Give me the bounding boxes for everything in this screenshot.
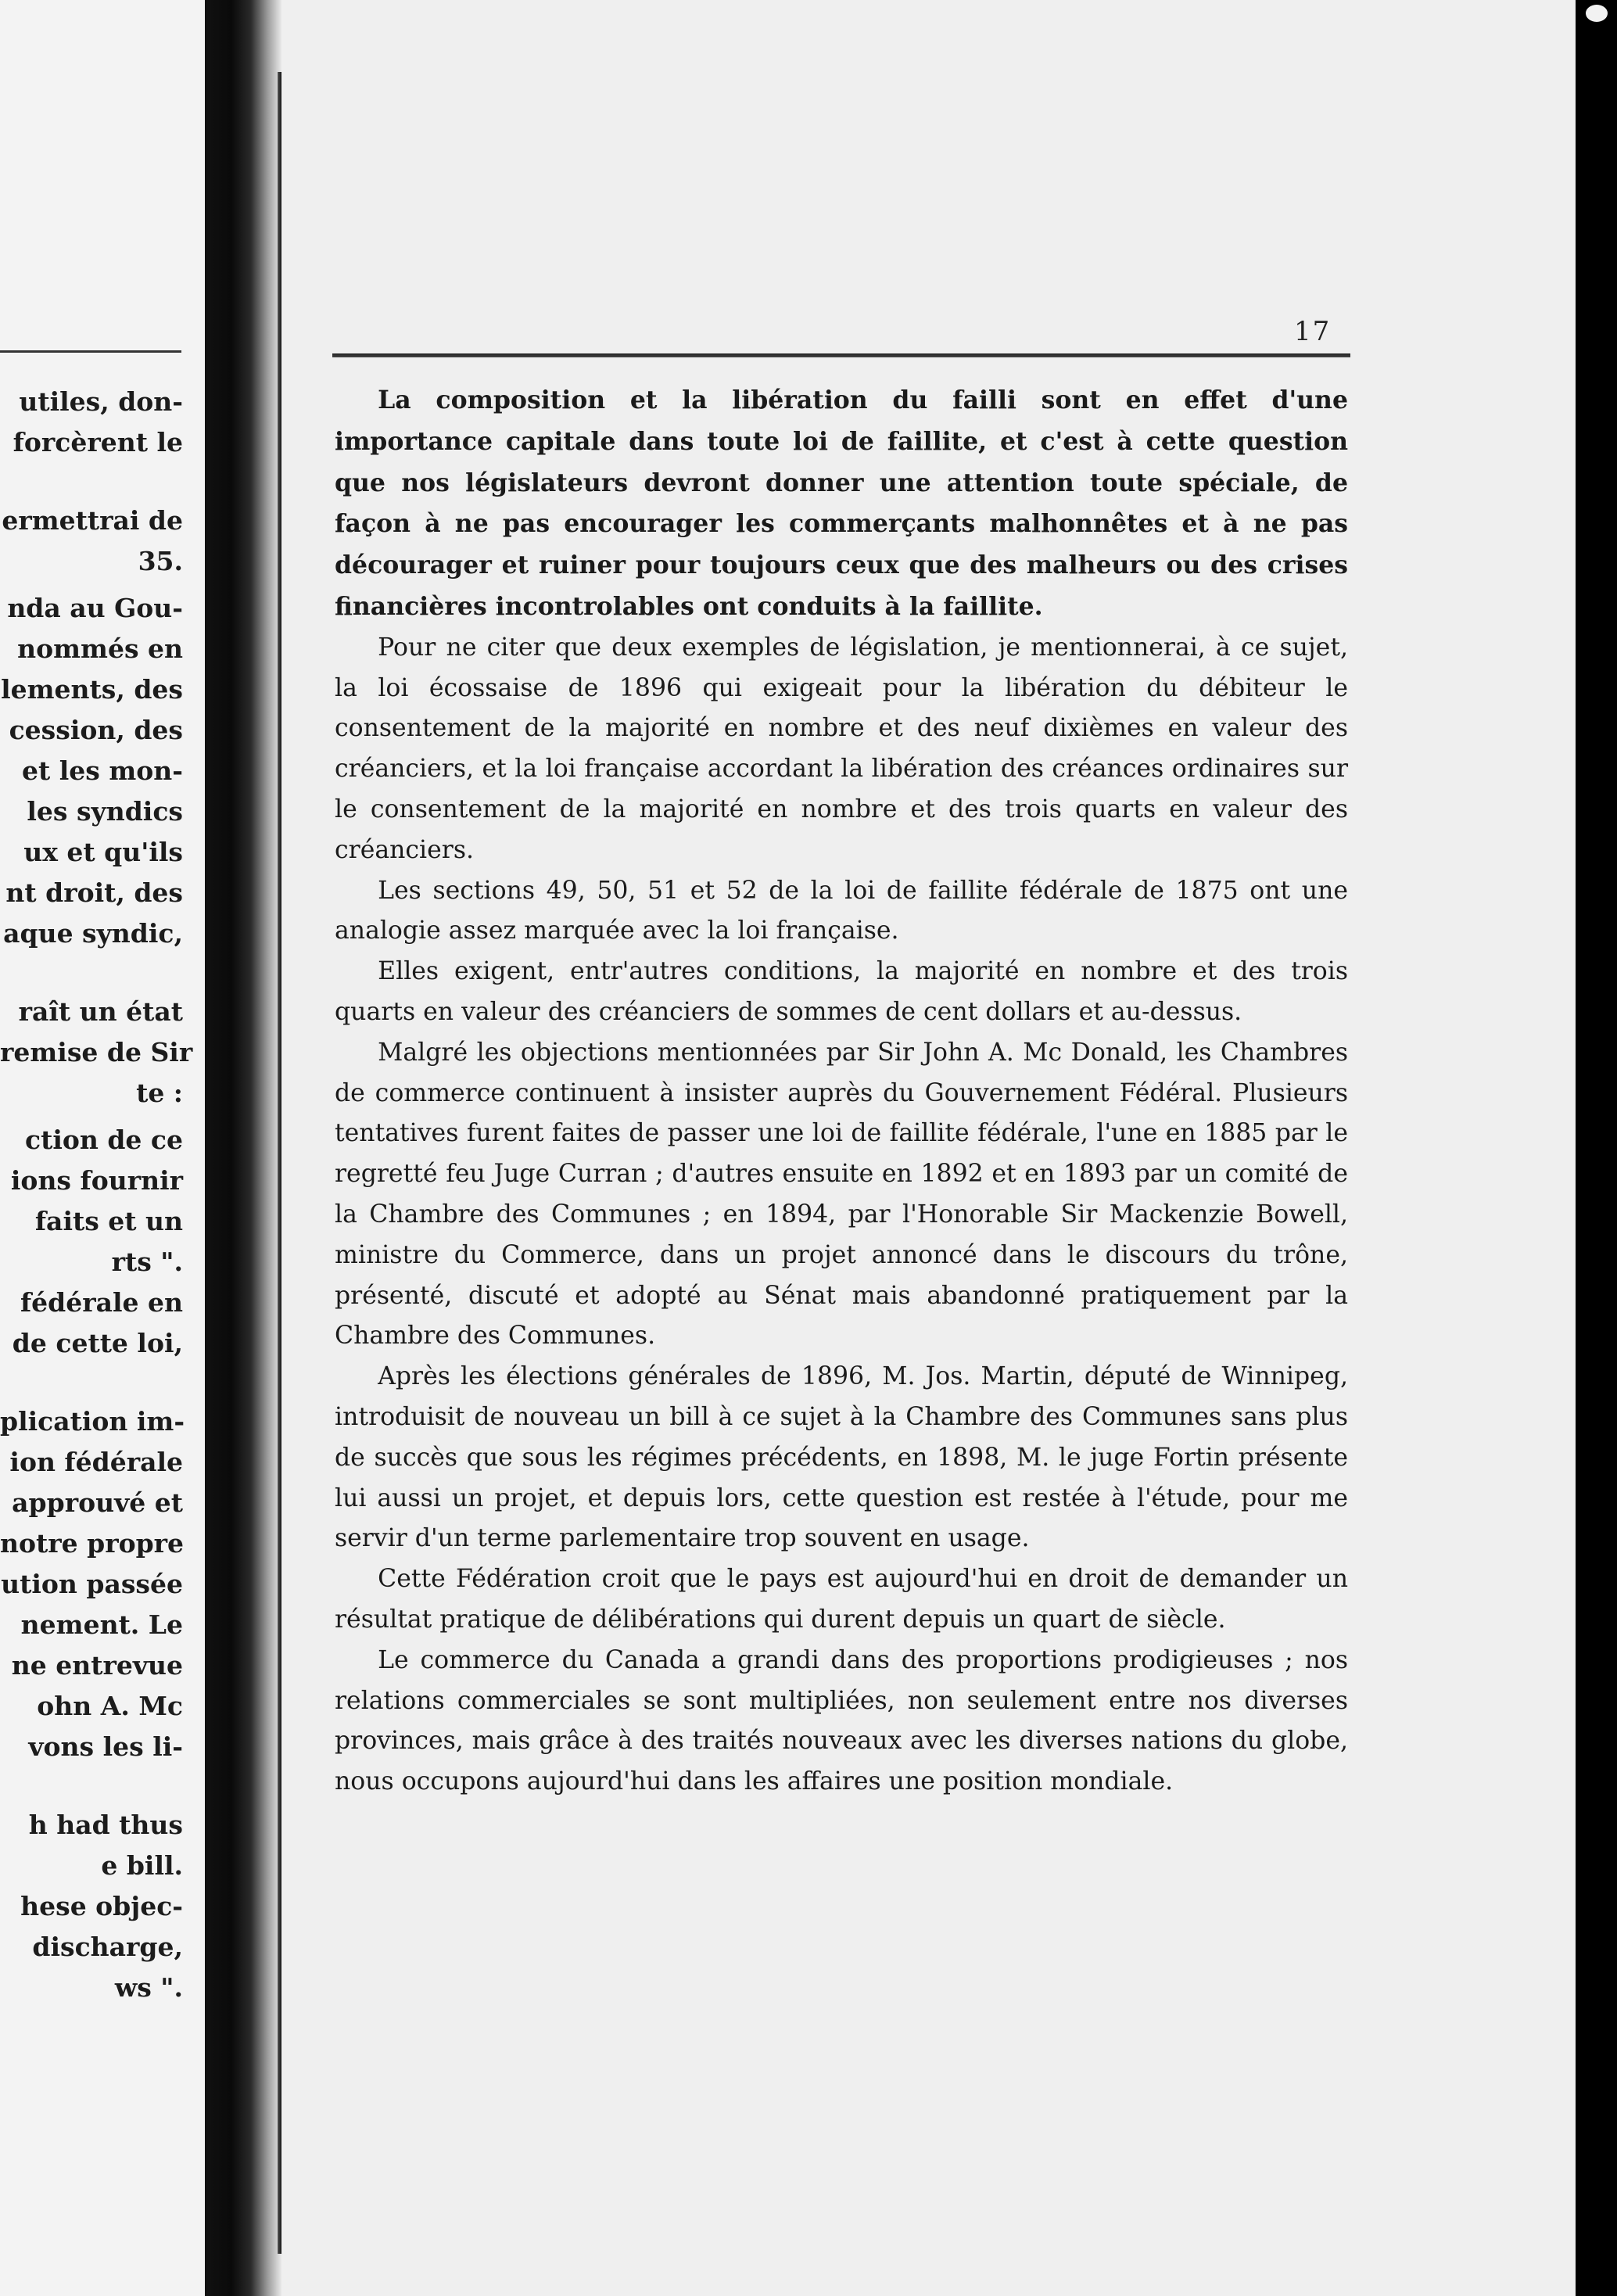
paragraph-4-text: Elles exigent, entr'autres conditions, la majorité en nombre et des trois quarts en valeur des créanciers de sommes de cent dollars et au-dessus. (335, 957, 1348, 1026)
left-page-line: ws ". (114, 1972, 183, 2003)
left-page-line: les syndics (27, 796, 183, 827)
left-page-line: nement. Le (20, 1609, 183, 1640)
paragraph-6-text: Après les élections générales de 1896, M. Jos. Martin, député de Winnipeg, introduisit de nouveau un bill à ce sujet à la Chambre des Communes sans plus de succès que sous les régimes précédents, en 1898, M. le juge Fortin présente lui aussi un projet, et depuis lors, cette question est restée à l'étude, pour me servir d'un terme parlementaire trop souvent en usage. (335, 1362, 1348, 1553)
left-page-line: 35. (138, 546, 183, 576)
left-page-line: remise de Sir (0, 1037, 193, 1067)
left-page-line: ux et qu'ils (23, 837, 183, 867)
paragraph-1 (335, 380, 1348, 628)
left-page-line: ction de ce (24, 1125, 183, 1155)
left-page-line: h had thus (28, 1810, 183, 1840)
left-page-line: utiles, don- (19, 386, 183, 417)
body-text (335, 380, 1348, 1803)
left-page-line: ution passée (1, 1569, 183, 1599)
left-page-line: et les mon- (22, 755, 183, 786)
paragraph-1-text: La composition et la libération du failli sont en effet d'une importance capitale dans toute loi de faillite, et c'est à cette question que nos législateurs devront donner une attention toute spéciale, de façon à ne pas encourager les commerçants malhonnêtes et à ne pas décourager et ruiner pour toujours ceux que des malheurs ou des crises financières incontrolables ont conduits à la faillite. (335, 386, 1348, 621)
left-page-line: te : (136, 1078, 183, 1108)
left-page-line: ermettrai de (2, 505, 183, 536)
left-page-rule (0, 350, 181, 353)
paragraph-4 (335, 952, 1348, 1033)
paragraph-8-text: Le commerce du Canada a grandi dans des proportions prodigieuses ; nos relations commerciales se sont multipliées, non seulement entre nos diverses provinces, mais grâce à des traités nouveaux avec les diverses nations du globe, nous occupons aujourd'hui dans les affaires une position mondiale. (335, 1645, 1348, 1796)
paragraph-3 (335, 871, 1348, 952)
page-number: 17 (1294, 316, 1332, 347)
left-page-line: cession, des (9, 715, 183, 745)
left-page-line: e bill. (101, 1850, 183, 1881)
left-page-line: aque syndic, (3, 918, 183, 949)
left-page-line: faits et un (34, 1206, 183, 1236)
left-page-line: notre propre (0, 1528, 185, 1559)
left-page-line: lements, des (1, 674, 183, 705)
left-facing-page (0, 0, 205, 2296)
paragraph-6 (335, 1357, 1348, 1559)
left-page-line: discharge, (32, 1932, 183, 1962)
left-page-line: nommés en (17, 633, 183, 664)
paragraph-5 (335, 1033, 1348, 1357)
left-page-line: forcèrent le (13, 427, 183, 457)
corner-mark (1586, 5, 1608, 22)
paragraph-3-text: Les sections 49, 50, 51 et 52 de la loi de faillite fédérale de 1875 ont une analogie assez marquée avec la loi française. (335, 876, 1348, 945)
left-page-line: ne entrevue (11, 1650, 183, 1681)
left-page-line: ion fédérale (9, 1447, 183, 1477)
left-page-line: hese objec- (20, 1891, 183, 1921)
left-page-line: raît un état (18, 996, 183, 1027)
left-page-line: vons les li- (28, 1731, 183, 1762)
paragraph-7 (335, 1559, 1348, 1641)
paragraph-2-text: Pour ne citer que deux exemples de législation, je mentionnerai, à ce sujet, la loi écossaise de 1896 qui exigeait pour la libération du débiteur le consentement de la majorité en nombre et des neuf dixièmes en valeur des créanciers, et la loi française accordant la libération des créances ordinaires sur le consentement de la majorité en nombre et des trois quarts en valeur des créanciers. (335, 633, 1348, 864)
page-gutter (205, 0, 281, 2296)
left-page-line: fédérale en (20, 1287, 183, 1318)
left-page-line: nda au Gou- (7, 593, 183, 623)
left-page-line: ions fournir (10, 1165, 183, 1196)
paragraph-5-text: Malgré les objections mentionnées par Sir John A. Mc Donald, les Chambres de commerce continuent à insister auprès du Gouvernement Fédéral. Plusieurs tentatives furent faites de passer une loi de faillite fédérale, l'une en 1885 par le regretté feu Juge Curran ; d'autres ensuite en 1892 et en 1893 par un comité de la Chambre des Communes ; en 1894, par l'Honorable Sir Mackenzie Bowell, ministre du Commerce, dans un projet annoncé dans le discours du trône, présenté, discuté et adopté au Sénat mais abandonné pratiquement par la Chambre des Communes. (335, 1038, 1348, 1351)
paragraph-2 (335, 628, 1348, 871)
left-page-line: approuvé et (12, 1487, 183, 1518)
left-page-line: plication im- (0, 1406, 185, 1437)
paragraph-7-text: Cette Fédération croit que le pays est aujourd'hui en droit de demander un résultat pratique de délibérations qui durent depuis un quart de siècle. (335, 1565, 1348, 1634)
right-border (1576, 0, 1617, 2296)
left-page-line: rts ". (111, 1247, 183, 1277)
left-page-line: ohn A. Mc (37, 1691, 183, 1721)
left-page-line: de cette loi, (12, 1328, 183, 1358)
left-page-line: nt droit, des (5, 877, 183, 908)
paragraph-8 (335, 1641, 1348, 1803)
header-rule (332, 353, 1350, 357)
